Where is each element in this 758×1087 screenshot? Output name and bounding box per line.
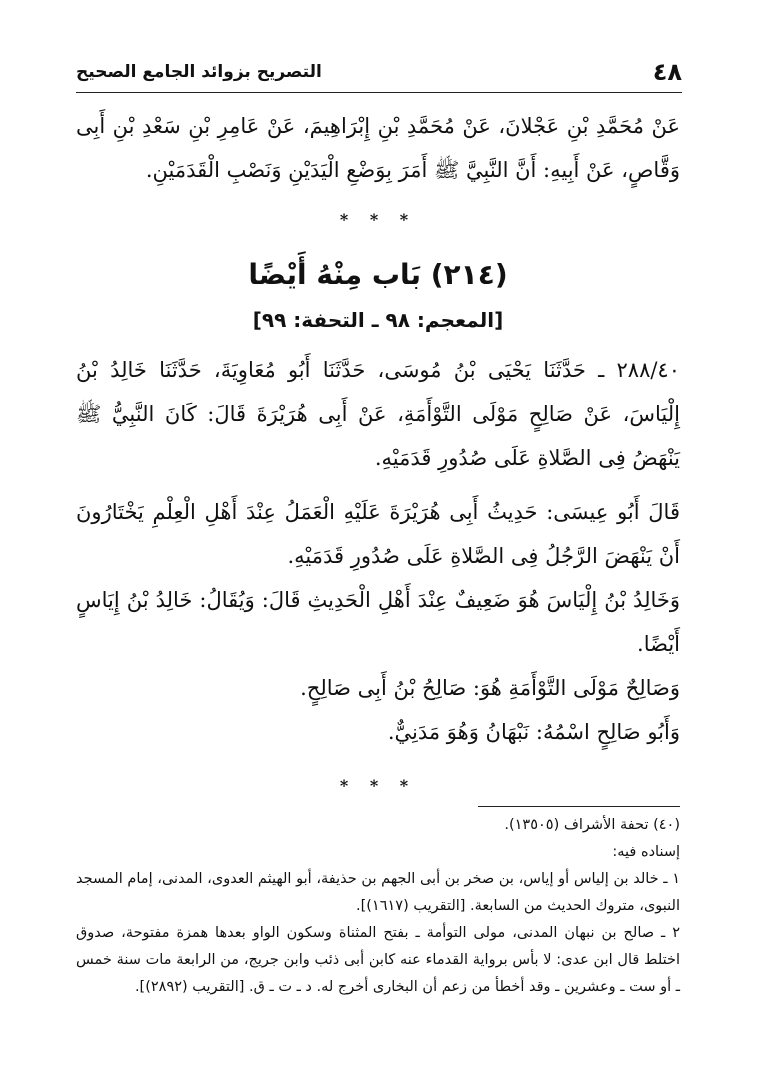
isnad-label: إسناده فيه:	[612, 844, 680, 860]
footnote-40: (٤٠) تحفة الأشراف (١٣٥٠٥).	[504, 817, 680, 833]
footnotes	[76, 812, 680, 1001]
footnote-item-1: ١ ـ خالد بن إلياس أو إياس، بن صخر بن أبى الجهم بن حذيفة، أبو الهيثم العدوى، المدنى، إمام المسجد النبوى، متروك الحديث من السابعة. [التقريب (١٦١٧)].	[76, 871, 680, 914]
opening-text: عَنْ مُحَمَّدِ بْنِ عَجْلانَ، عَنْ مُحَمَّدِ بْنِ إِبْرَاهِيمَ، عَنْ عَامِرِ بْنِ سَعْدِ بْنِ أَبِى وَقَّاصٍ، عَنْ أَبِيهِ: أَنَّ النَّبِيَّ ﷺ أَمَرَ بِوَضْعِ الْيَدَيْنِ وَنَصْبِ الْقَدَمَيْنِ.	[76, 114, 680, 182]
main-text	[76, 104, 680, 808]
chapter-title: (٢١٤) بَاب مِنْهُ أَيْضًا	[248, 258, 508, 291]
narrator-note-2: وَصَالِحٌ مَوْلَى التَّوْأَمَةِ هُوَ: صَالِحُ بْنُ أَبِى صَالِحٍ.	[300, 676, 680, 700]
narrator-note-1: وَخَالِدُ بْنُ إِلْيَاسَ هُوَ ضَعِيفٌ عِنْدَ أَهْلِ الْحَدِيثِ قَالَ: وَيُقَالُ: خَالِدُ بْنُ إِيَاسٍ أَيْضًا.	[76, 588, 680, 656]
footnote-item-2: ٢ ـ صالح بن نبهان المدنى، مولى التوأمة ـ بفتح المثناة وسكون الواو بعدها همزة مفتوحة، صدوق اختلط قال ابن عدى: لا بأس برواية القدماء عنه كابن أبى ذئب وابن جريج، من الرابعة مات سنة خمس ـ أو ست ـ وعشرين ـ وقد أخطأ من زعم أن البخارى أخرج له. د ـ ت ـ ق. [التقريب (٢٨٩٢)].	[76, 925, 680, 995]
page-number: ٤٨	[652, 58, 682, 86]
separator-stars-bottom: * * *	[339, 776, 417, 795]
separator-stars: * * *	[339, 210, 417, 229]
page-header	[76, 52, 682, 93]
chapter-references: [المعجم: ٩٨ ـ التحفة: ٩٩]	[252, 308, 504, 332]
footnote-divider	[478, 806, 680, 807]
running-title: التصريح بزوائد الجامع الصحيح	[76, 62, 322, 82]
hadith-text: ٢٨٨/٤٠ ـ حَدَّثَنَا يَحْيَى بْنُ مُوسَى، حَدَّثَنَا أَبُو مُعَاوِيَةَ، حَدَّثَنَا خَالِدُ بْنُ إِلْيَاسَ، عَنْ صَالِحٍ مَوْلَى التَّوْأَمَةِ، عَنْ أَبِى هُرَيْرَةَ قَالَ: كَانَ النَّبِيُّ ﷺ يَنْهَضُ فِى الصَّلاةِ عَلَى صُدُورِ قَدَمَيْهِ.	[76, 358, 680, 470]
narrator-note-3: وَأَبُو صَالِحٍ اسْمُهُ: نَبْهَانُ وَهُوَ مَدَنِيٌّ.	[387, 720, 680, 744]
commentary-text: قَالَ أَبُو عِيسَى: حَدِيثُ أَبِى هُرَيْرَةَ عَلَيْهِ الْعَمَلُ عِنْدَ أَهْلِ الْعِلْمِ يَخْتَارُونَ أَنْ يَنْهَضَ الرَّجُلُ فِى الصَّلاةِ عَلَى صُدُورِ قَدَمَيْهِ.	[76, 500, 680, 568]
